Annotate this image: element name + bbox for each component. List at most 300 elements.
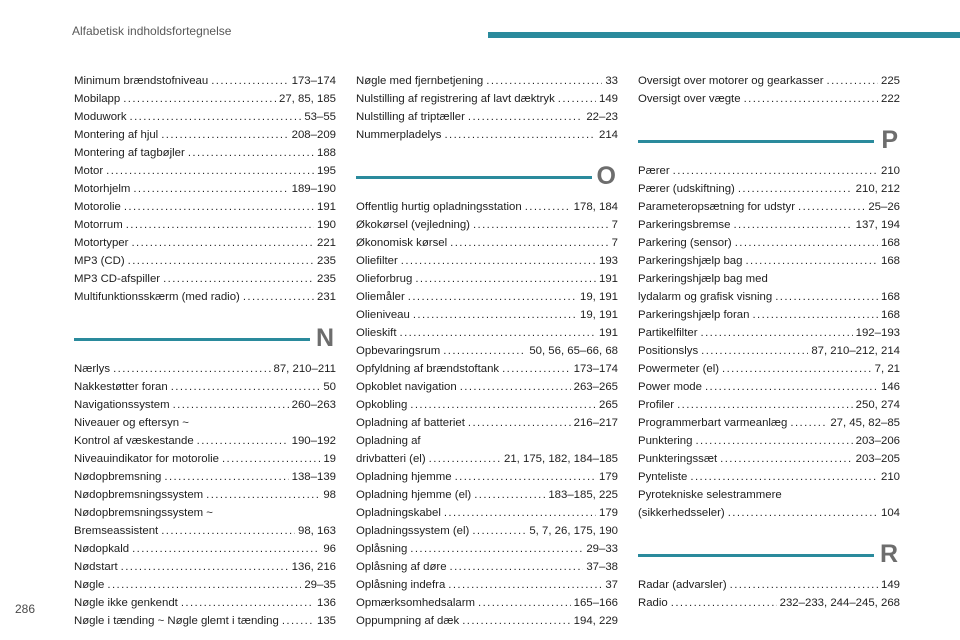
index-entry-pages: 235 — [316, 255, 336, 267]
index-entry — [638, 342, 900, 360]
index-entry-label: Olieniveau — [356, 309, 410, 321]
dot-leader — [720, 450, 853, 468]
section-letter: O — [596, 162, 616, 190]
index-entry-pages: 50 — [323, 381, 336, 393]
dot-leader — [171, 378, 321, 396]
index-entry — [74, 558, 336, 576]
index-entry-pages: 168 — [880, 237, 900, 249]
index-entry — [356, 360, 618, 378]
index-entry-label: Parkering (sensor) — [638, 237, 732, 249]
index-entry-pages: 173–174 — [573, 363, 618, 375]
dot-leader — [455, 468, 596, 486]
dot-leader — [677, 396, 853, 414]
index-entry-pages: 178, 184 — [573, 201, 618, 213]
page-header-title: Alfabetisk indholdsfortegnelse — [72, 24, 232, 38]
dot-leader — [121, 558, 289, 576]
index-entry-pages: 221 — [316, 237, 336, 249]
index-entry-pages: 149 — [880, 579, 900, 591]
index-entry-pages: 203–205 — [855, 453, 900, 465]
index-entry-label: Kontrol af væskestande — [74, 435, 194, 447]
index-entry-pages: 87, 210–211 — [273, 363, 336, 375]
dot-leader — [126, 216, 314, 234]
dot-leader — [701, 342, 808, 360]
index-entry — [356, 108, 618, 126]
dot-leader — [408, 288, 577, 306]
section-header-n — [74, 306, 336, 360]
dot-leader — [460, 378, 571, 396]
index-entry-pages: 260–263 — [291, 399, 336, 411]
index-entry-label: Montering af hjul — [74, 129, 159, 141]
index-entry — [356, 540, 618, 558]
dot-leader — [132, 540, 320, 558]
section-divider — [74, 338, 310, 341]
index-entry — [356, 522, 618, 540]
index-entry-label: (sikkerhedsseler) — [638, 507, 725, 519]
index-column-3 — [638, 72, 900, 612]
index-entry — [356, 90, 618, 108]
index-entry-pages: 19, 191 — [579, 309, 618, 321]
index-entry-label: Moduwork — [74, 111, 127, 123]
index-entry-pages: 29–35 — [304, 579, 336, 591]
dot-leader — [744, 90, 878, 108]
dot-leader — [400, 324, 596, 342]
dot-leader — [735, 234, 878, 252]
index-entry-label: Opladning hjemme (el) — [356, 489, 472, 501]
dot-leader — [106, 162, 314, 180]
index-entry-pages: 235 — [316, 273, 336, 285]
index-entry — [74, 108, 336, 126]
index-block — [74, 72, 336, 306]
index-entry-pages: 27, 45, 82–85 — [830, 417, 900, 429]
dot-leader — [728, 504, 878, 522]
index-entry — [638, 288, 900, 306]
dot-leader — [410, 396, 596, 414]
dot-leader — [181, 594, 314, 612]
index-entry-pages: 149 — [598, 93, 618, 105]
index-entry — [638, 450, 900, 468]
index-block — [356, 198, 618, 630]
index-entry-pages: 19 — [323, 453, 336, 465]
index-entry-label: Oliemåler — [356, 291, 405, 303]
index-entry-pages: 232–233, 244–245, 268 — [779, 597, 900, 609]
index-entry — [74, 504, 336, 522]
section-header-p — [638, 108, 900, 162]
index-entry-label: Motor — [74, 165, 104, 177]
index-entry-pages: 21, 175, 182, 184–185 — [503, 453, 618, 465]
index-entry — [74, 216, 336, 234]
dot-leader — [486, 72, 602, 90]
section-header-o — [356, 144, 618, 198]
index-entry-pages: 195 — [316, 165, 336, 177]
dot-leader — [745, 252, 878, 270]
index-entry — [356, 72, 618, 90]
index-entry-pages: 50, 56, 65–66, 68 — [529, 345, 618, 357]
index-block — [638, 72, 900, 108]
index-entry — [74, 162, 336, 180]
index-entry-label: Motorolie — [74, 201, 121, 213]
index-entry-label: Opladning af — [356, 435, 421, 447]
index-entry — [356, 558, 618, 576]
index-entry-pages: 53–55 — [304, 111, 336, 123]
index-entry — [638, 252, 900, 270]
section-divider — [356, 176, 592, 179]
index-entry — [638, 468, 900, 486]
dot-leader — [133, 180, 288, 198]
dot-leader — [775, 288, 878, 306]
index-entry-pages: 98 — [323, 489, 336, 501]
index-entry — [74, 252, 336, 270]
index-entry-pages: 104 — [880, 507, 900, 519]
index-entry — [74, 72, 336, 90]
index-entry-label: Positionslys — [638, 345, 699, 357]
index-entry — [638, 306, 900, 324]
index-entry — [74, 414, 336, 432]
section-header-r — [638, 522, 900, 576]
index-entry — [74, 576, 336, 594]
section-letter: N — [315, 324, 334, 352]
index-entry-label: Radar (advarsler) — [638, 579, 727, 591]
index-entry-pages: 179 — [598, 471, 618, 483]
dot-leader — [478, 594, 571, 612]
index-entry-pages: 231 — [316, 291, 336, 303]
index-entry-label: Økonomisk kørsel — [356, 237, 448, 249]
dot-leader — [130, 108, 302, 126]
index-entry-label: Parkeringshjælp bag med — [638, 273, 768, 285]
index-entry — [74, 612, 336, 630]
index-entry-label: Minimum brændstofniveau — [74, 75, 209, 87]
index-entry-label: Parameteropsætning for udstyr — [638, 201, 796, 213]
index-entry-pages: 136 — [316, 597, 336, 609]
index-entry-label: Montering af tagbøjler — [74, 147, 185, 159]
index-entry — [356, 594, 618, 612]
dot-leader — [197, 432, 289, 450]
index-entry-pages: 5, 7, 26, 175, 190 — [529, 525, 618, 537]
index-entry-label: Økokørsel (vejledning) — [356, 219, 470, 231]
index-entry-pages: 33 — [605, 75, 618, 87]
index-entry — [74, 144, 336, 162]
index-entry-pages: 190 — [316, 219, 336, 231]
dot-leader — [410, 540, 583, 558]
index-entry — [74, 360, 336, 378]
index-entry — [356, 432, 618, 450]
dot-leader — [161, 126, 288, 144]
dot-leader — [690, 468, 878, 486]
index-entry-pages: 194, 229 — [573, 615, 618, 627]
index-entry-label: Partikelfilter — [638, 327, 698, 339]
index-entry — [74, 270, 336, 288]
index-entry-label: Oplåsning indefra — [356, 579, 446, 591]
dot-leader — [211, 72, 288, 90]
section-letter: R — [879, 540, 898, 568]
index-entry-pages: 225 — [880, 75, 900, 87]
index-entry — [638, 594, 900, 612]
index-entry — [638, 414, 900, 432]
dot-leader — [472, 522, 526, 540]
index-entry-pages: 222 — [880, 93, 900, 105]
index-entry-pages: 192–193 — [855, 327, 900, 339]
index-entry-label: Nulstilling af registrering af lavt dæktryk — [356, 93, 555, 105]
index-entry-label: Nærlys — [74, 363, 111, 375]
index-entry — [356, 612, 618, 630]
index-entry — [638, 198, 900, 216]
index-entry-label: Pyrotekniske selestrammere — [638, 489, 782, 501]
index-entry-pages: 87, 210–212, 214 — [811, 345, 900, 357]
dot-leader — [450, 558, 584, 576]
index-entry — [356, 270, 618, 288]
dot-leader — [429, 450, 501, 468]
index-entry-pages: 265 — [598, 399, 618, 411]
index-entry-pages: 168 — [880, 255, 900, 267]
dot-leader — [448, 576, 602, 594]
index-entry — [638, 576, 900, 594]
index-entry-pages: 96 — [323, 543, 336, 555]
index-entry-pages: 210 — [880, 165, 900, 177]
index-entry-label: Punktering — [638, 435, 693, 447]
index-entry — [74, 522, 336, 540]
index-entry-label: lydalarm og grafisk visning — [638, 291, 773, 303]
index-entry-label: Power mode — [638, 381, 702, 393]
index-entry — [356, 468, 618, 486]
index-entry — [638, 432, 900, 450]
index-entry-pages: 136, 216 — [291, 561, 336, 573]
index-entry-pages: 168 — [880, 309, 900, 321]
dot-leader — [671, 594, 777, 612]
index-entry — [74, 594, 336, 612]
index-entry-label: Oppumpning af dæk — [356, 615, 460, 627]
index-entry-label: Opbevaringsrum — [356, 345, 441, 357]
index-entry-label: Motorrum — [74, 219, 123, 231]
index-entry — [356, 288, 618, 306]
index-entry — [74, 378, 336, 396]
index-entry-label: Opladning af batteriet — [356, 417, 465, 429]
dot-leader — [790, 414, 827, 432]
dot-leader — [752, 306, 878, 324]
index-entry-label: Nødopbremsningssystem ~ — [74, 507, 213, 519]
index-entry-label: Nødopkald — [74, 543, 130, 555]
index-entry — [638, 270, 900, 288]
index-entry-label: Navigationssystem — [74, 399, 170, 411]
index-entry — [638, 180, 900, 198]
index-entry-pages: 137, 194 — [855, 219, 900, 231]
index-entry — [356, 504, 618, 522]
index-entry — [356, 324, 618, 342]
index-entry-label: Parkeringsbremse — [638, 219, 731, 231]
page-number: 286 — [15, 602, 36, 616]
index-entry-label: Punkteringssæt — [638, 453, 718, 465]
index-entry — [74, 468, 336, 486]
index-entry — [74, 90, 336, 108]
index-entry-label: Nummerpladelys — [356, 129, 442, 141]
index-entry-pages: 165–166 — [573, 597, 618, 609]
index-entry-label: Opladningskabel — [356, 507, 441, 519]
index-entry-pages: 191 — [598, 327, 618, 339]
index-entry-pages: 210, 212 — [855, 183, 900, 195]
index-entry — [74, 540, 336, 558]
index-entry — [638, 162, 900, 180]
index-entry-pages: 263–265 — [573, 381, 618, 393]
index-entry-label: Opmærksomhedsalarm — [356, 597, 476, 609]
index-entry-pages: 250, 274 — [855, 399, 900, 411]
dot-leader — [107, 576, 301, 594]
index-column-2 — [356, 72, 618, 630]
dot-leader — [444, 126, 596, 144]
dot-leader — [128, 252, 314, 270]
index-entry-label: drivbatteri (el) — [356, 453, 426, 465]
index-entry-label: Opladning hjemme — [356, 471, 452, 483]
dot-leader — [163, 270, 314, 288]
dot-leader — [738, 180, 853, 198]
dot-leader — [722, 360, 872, 378]
dot-leader — [124, 198, 314, 216]
dot-leader — [443, 342, 526, 360]
index-entry-pages: 193 — [598, 255, 618, 267]
index-entry-pages: 27, 85, 185 — [278, 93, 336, 105]
dot-leader — [415, 270, 596, 288]
section-letter: P — [881, 126, 898, 154]
index-entry-pages: 210 — [880, 471, 900, 483]
index-entry-label: Multifunktionsskærm (med radio) — [74, 291, 240, 303]
index-entry-label: Oversigt over motorer og gearkasser — [638, 75, 824, 87]
index-entry — [356, 342, 618, 360]
dot-leader — [243, 288, 314, 306]
index-entry — [638, 486, 900, 504]
dot-leader — [206, 486, 320, 504]
index-entry-label: Pærer — [638, 165, 670, 177]
index-entry — [356, 576, 618, 594]
index-entry-pages: 191 — [316, 201, 336, 213]
index-block — [74, 360, 336, 630]
dot-leader — [705, 378, 878, 396]
index-entry — [356, 378, 618, 396]
dot-leader — [282, 612, 314, 630]
index-entry-label: Nøgle — [74, 579, 105, 591]
index-entry — [356, 252, 618, 270]
index-entry-label: Pærer (udskiftning) — [638, 183, 735, 195]
index-entry — [638, 324, 900, 342]
dot-leader — [733, 216, 852, 234]
index-entry — [638, 90, 900, 108]
dot-leader — [701, 324, 853, 342]
index-entry-pages: 189–190 — [291, 183, 336, 195]
dot-leader — [525, 198, 571, 216]
index-column-1 — [74, 72, 336, 630]
dot-leader — [161, 522, 295, 540]
dot-leader — [188, 144, 314, 162]
index-entry — [74, 396, 336, 414]
index-entry-pages: 146 — [880, 381, 900, 393]
index-entry-label: Oplåsning — [356, 543, 408, 555]
index-entry — [356, 450, 618, 468]
index-entry — [638, 396, 900, 414]
index-entry-label: Opkoblet navigation — [356, 381, 457, 393]
index-entry — [356, 198, 618, 216]
index-entry-label: Programmerbart varmeanlæg — [638, 417, 788, 429]
header-accent-bar — [488, 32, 960, 38]
index-entry-label: Offentlig hurtig opladningsstation — [356, 201, 522, 213]
index-entry — [356, 216, 618, 234]
index-entry-label: Opladningssystem (el) — [356, 525, 470, 537]
index-entry-pages: 216–217 — [573, 417, 618, 429]
dot-leader — [123, 90, 276, 108]
dot-leader — [462, 612, 570, 630]
index-entry-label: Profiler — [638, 399, 675, 411]
index-entry-label: Bremseassistent — [74, 525, 159, 537]
index-entry — [74, 198, 336, 216]
index-entry — [74, 486, 336, 504]
index-entry-label: Olieforbrug — [356, 273, 413, 285]
index-entry-label: Mobilapp — [74, 93, 121, 105]
dot-leader — [827, 72, 878, 90]
index-entry — [74, 450, 336, 468]
index-block — [638, 576, 900, 612]
index-entry-pages: 135 — [316, 615, 336, 627]
section-divider — [638, 554, 874, 557]
index-entry-label: Motortyper — [74, 237, 129, 249]
section-divider — [638, 140, 874, 143]
index-entry-pages: 98, 163 — [297, 525, 336, 537]
dot-leader — [413, 306, 577, 324]
dot-leader — [113, 360, 270, 378]
index-entry — [356, 306, 618, 324]
dot-leader — [173, 396, 289, 414]
dot-leader — [695, 432, 852, 450]
index-entry-label: Opkobling — [356, 399, 408, 411]
index-entry-pages: 22–23 — [586, 111, 618, 123]
dot-leader — [673, 162, 878, 180]
index-entry — [356, 234, 618, 252]
index-entry-label: Opfyldning af brændstoftank — [356, 363, 500, 375]
index-entry-pages: 29–33 — [586, 543, 618, 555]
dot-leader — [131, 234, 314, 252]
index-entry-pages: 37–38 — [586, 561, 618, 573]
index-entry-label: Nødopbremsning — [74, 471, 162, 483]
index-entry-pages: 183–185, 225 — [548, 489, 618, 501]
index-entry — [356, 396, 618, 414]
index-entry-pages: 188 — [316, 147, 336, 159]
index-entry-label: Oplåsning af døre — [356, 561, 447, 573]
index-block — [638, 162, 900, 522]
dot-leader — [730, 576, 878, 594]
index-entry-label: MP3 (CD) — [74, 255, 125, 267]
index-entry-label: Motorhjelm — [74, 183, 131, 195]
index-entry-pages: 7 — [611, 237, 618, 249]
index-entry — [74, 126, 336, 144]
dot-leader — [450, 234, 609, 252]
index-entry — [638, 72, 900, 90]
index-entry-pages: 37 — [605, 579, 618, 591]
index-entry-label: Radio — [638, 597, 668, 609]
index-entry — [74, 180, 336, 198]
index-entry-pages: 25–26 — [868, 201, 900, 213]
index-entry-label: Nøgle med fjernbetjening — [356, 75, 484, 87]
index-entry-label: Nødopbremsningssystem — [74, 489, 204, 501]
index-entry-label: Oliefilter — [356, 255, 398, 267]
index-entry — [74, 234, 336, 252]
dot-leader — [222, 450, 320, 468]
index-entry-label: Niveauindikator for motorolie — [74, 453, 219, 465]
index-entry — [74, 288, 336, 306]
index-entry — [638, 234, 900, 252]
index-entry-label: Parkeringshjælp foran — [638, 309, 750, 321]
dot-leader — [444, 504, 596, 522]
index-entry — [638, 378, 900, 396]
index-entry — [356, 486, 618, 504]
index-entry-pages: 203–206 — [855, 435, 900, 447]
index-entry-label: Nøgle ikke genkendt — [74, 597, 178, 609]
index-entry-label: Niveauer og eftersyn ~ — [74, 417, 189, 429]
index-entry-pages: 191 — [598, 273, 618, 285]
dot-leader — [473, 216, 609, 234]
